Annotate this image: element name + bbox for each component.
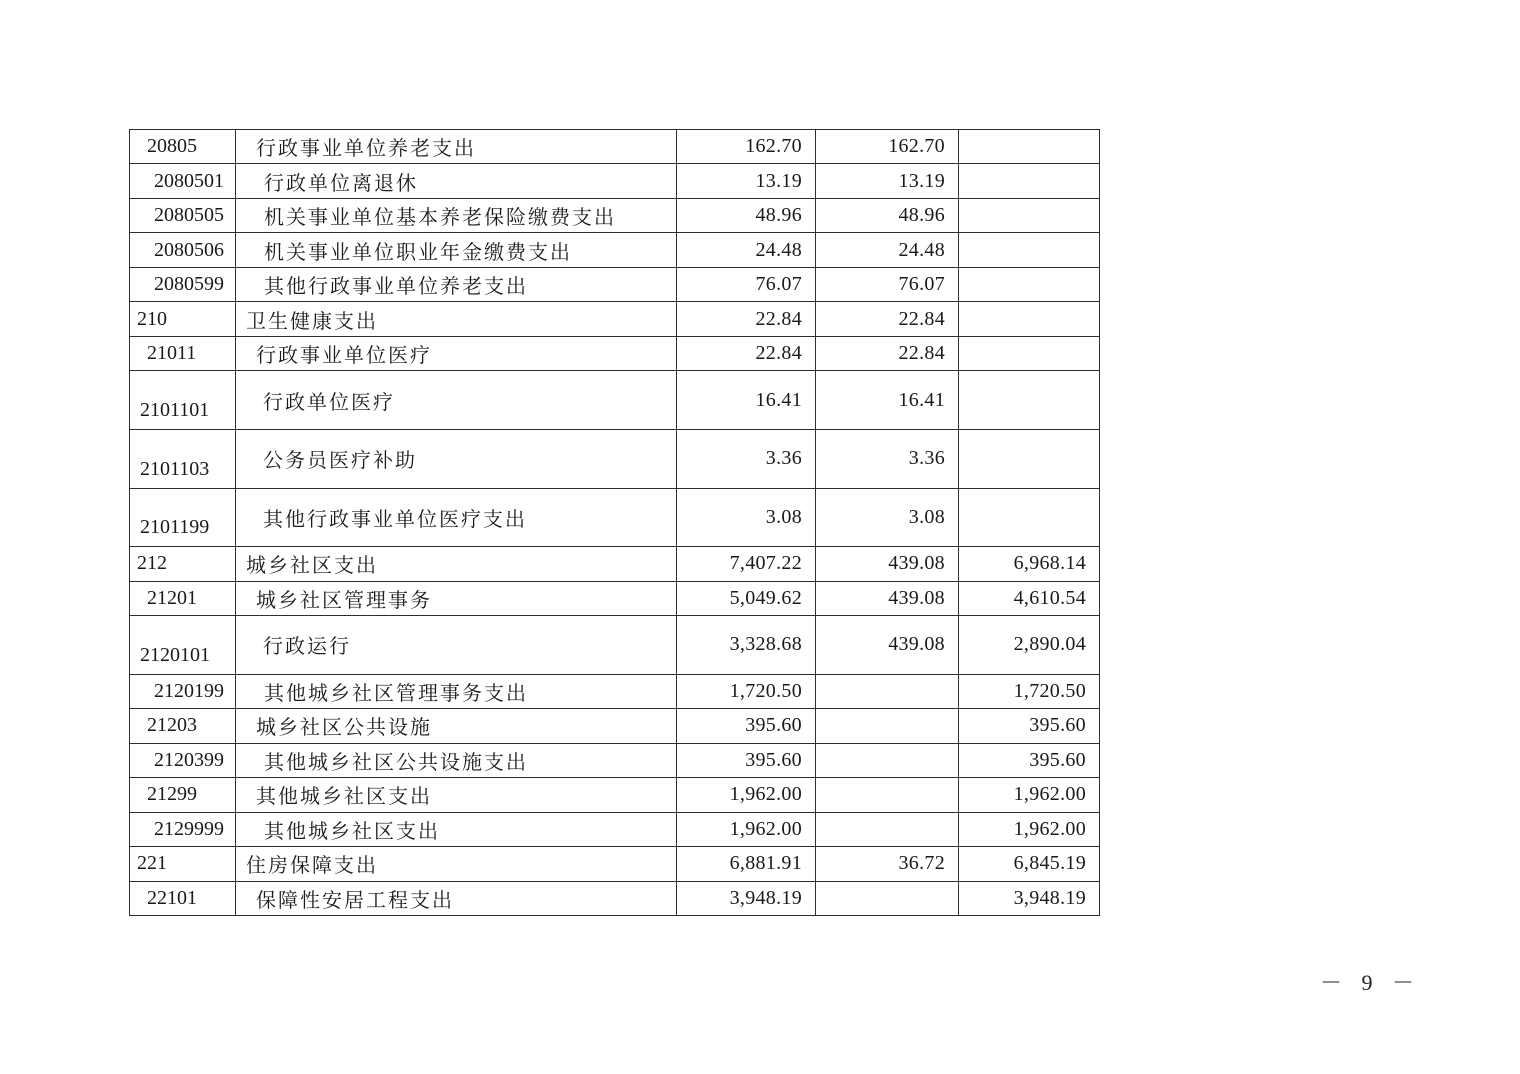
amount-cell-1: 24.48 bbox=[677, 233, 816, 266]
amount-cell-3 bbox=[959, 130, 1099, 163]
budget-code-cell: 2101101 bbox=[130, 371, 236, 429]
amount-cell-1: 22.84 bbox=[677, 302, 816, 335]
budget-code-cell: 2101103 bbox=[130, 430, 236, 488]
amount-cell-2: 3.36 bbox=[816, 430, 959, 488]
budget-item-name-cell: 行政单位医疗 bbox=[236, 371, 677, 429]
amount-cell-3 bbox=[959, 302, 1099, 335]
budget-code-cell: 21299 bbox=[130, 778, 236, 811]
table-row bbox=[130, 302, 1099, 336]
budget-code-cell: 2120399 bbox=[130, 744, 236, 777]
amount-cell-2: 3.08 bbox=[816, 489, 959, 547]
amount-cell-2: 22.84 bbox=[816, 337, 959, 370]
budget-code-cell: 2120199 bbox=[130, 675, 236, 708]
budget-item-name-cell: 行政事业单位医疗 bbox=[236, 337, 677, 370]
amount-cell-1: 76.07 bbox=[677, 268, 816, 301]
budget-item-name-cell: 其他城乡社区支出 bbox=[236, 778, 677, 811]
table-row bbox=[130, 337, 1099, 371]
amount-cell-1: 395.60 bbox=[677, 744, 816, 777]
budget-item-name-cell: 其他行政事业单位养老支出 bbox=[236, 268, 677, 301]
table-row bbox=[130, 778, 1099, 812]
amount-cell-2: 22.84 bbox=[816, 302, 959, 335]
budget-item-name-cell: 行政单位离退休 bbox=[236, 164, 677, 197]
budget-item-name-cell: 住房保障支出 bbox=[236, 847, 677, 880]
budget-item-name-cell: 公务员医疗补助 bbox=[236, 430, 677, 488]
table-row bbox=[130, 430, 1099, 489]
amount-cell-1: 7,407.22 bbox=[677, 547, 816, 580]
amount-cell-1: 3.36 bbox=[677, 430, 816, 488]
amount-cell-1: 395.60 bbox=[677, 709, 816, 742]
budget-item-name-cell: 保障性安居工程支出 bbox=[236, 882, 677, 915]
amount-cell-1: 16.41 bbox=[677, 371, 816, 429]
table-row bbox=[130, 130, 1099, 164]
budget-item-name-cell: 城乡社区公共设施 bbox=[236, 709, 677, 742]
budget-code-cell: 21201 bbox=[130, 582, 236, 615]
amount-cell-2 bbox=[816, 778, 959, 811]
budget-code-cell: 2129999 bbox=[130, 813, 236, 846]
budget-code-cell: 2080505 bbox=[130, 199, 236, 232]
table-row bbox=[130, 547, 1099, 581]
amount-cell-3: 2,890.04 bbox=[1013, 633, 1086, 656]
table-row bbox=[130, 371, 1099, 430]
amount-cell-2: 76.07 bbox=[816, 268, 959, 301]
budget-item-name-cell: 行政运行 bbox=[236, 616, 677, 674]
budget-item-name-cell: 机关事业单位基本养老保险缴费支出 bbox=[236, 199, 677, 232]
budget-item-name-cell: 行政事业单位养老支出 bbox=[236, 130, 677, 163]
amount-cell-3 bbox=[959, 164, 1099, 197]
amount-cell-1: 5,049.62 bbox=[677, 582, 816, 615]
amount-cell-1: 22.84 bbox=[677, 337, 816, 370]
amount-cell-2: 24.48 bbox=[816, 233, 959, 266]
amount-cell-2 bbox=[816, 882, 959, 915]
amount-cell-2: 16.41 bbox=[816, 371, 959, 429]
amount-cell-2: 439.08 bbox=[816, 582, 959, 615]
amount-cell-3 bbox=[959, 199, 1099, 232]
amount-cell-1: 1,720.50 bbox=[677, 675, 816, 708]
table-row bbox=[130, 813, 1099, 847]
amount-cell-3: 1,962.00 bbox=[1013, 817, 1086, 840]
amount-cell-3: 395.60 bbox=[1029, 748, 1086, 771]
amount-cell-1: 1,962.00 bbox=[677, 813, 816, 846]
table-row bbox=[130, 882, 1099, 915]
table-row bbox=[130, 616, 1099, 675]
amount-cell-2 bbox=[816, 709, 959, 742]
amount-cell-3: 6,845.19 bbox=[1013, 852, 1086, 875]
budget-code-cell: 21011 bbox=[130, 337, 236, 370]
table-row bbox=[130, 233, 1099, 267]
budget-item-name-cell: 城乡社区支出 bbox=[236, 547, 677, 580]
table-row bbox=[130, 847, 1099, 881]
table-row bbox=[130, 675, 1099, 709]
amount-cell-2 bbox=[816, 744, 959, 777]
amount-cell-2: 439.08 bbox=[816, 616, 959, 674]
budget-code-cell: 20805 bbox=[130, 130, 236, 163]
amount-cell-1: 48.96 bbox=[677, 199, 816, 232]
amount-cell-3 bbox=[959, 371, 1099, 429]
budget-code-cell: 221 bbox=[130, 847, 236, 880]
amount-cell-1: 1,962.00 bbox=[677, 778, 816, 811]
amount-cell-1: 3.08 bbox=[677, 489, 816, 547]
budget-item-name-cell: 其他行政事业单位医疗支出 bbox=[236, 489, 677, 547]
amount-cell-3: 395.60 bbox=[1029, 714, 1086, 737]
table-row bbox=[130, 744, 1099, 778]
budget-item-name-cell: 机关事业单位职业年金缴费支出 bbox=[236, 233, 677, 266]
budget-item-name-cell: 其他城乡社区支出 bbox=[236, 813, 677, 846]
amount-cell-2: 48.96 bbox=[816, 199, 959, 232]
table-row bbox=[130, 199, 1099, 233]
amount-cell-3 bbox=[959, 268, 1099, 301]
budget-code-cell: 2101199 bbox=[130, 489, 236, 547]
table-row bbox=[130, 489, 1099, 548]
amount-cell-2: 439.08 bbox=[816, 547, 959, 580]
budget-code-cell: 2080501 bbox=[130, 164, 236, 197]
amount-cell-3: 1,720.50 bbox=[1013, 679, 1086, 702]
budget-code-cell: 21203 bbox=[130, 709, 236, 742]
budget-code-cell: 22101 bbox=[130, 882, 236, 915]
amount-cell-1: 3,328.68 bbox=[677, 616, 816, 674]
budget-item-name-cell: 城乡社区管理事务 bbox=[236, 582, 677, 615]
amount-cell-3 bbox=[959, 489, 1099, 547]
budget-item-name-cell: 其他城乡社区公共设施支出 bbox=[236, 744, 677, 777]
amount-cell-3 bbox=[959, 233, 1099, 266]
table-row bbox=[130, 268, 1099, 302]
page-number: － 9 － bbox=[1320, 970, 1422, 995]
table-row bbox=[130, 164, 1099, 198]
amount-cell-2: 36.72 bbox=[816, 847, 959, 880]
budget-code-cell: 2080599 bbox=[130, 268, 236, 301]
amount-cell-2: 13.19 bbox=[816, 164, 959, 197]
amount-cell-1: 3,948.19 bbox=[677, 882, 816, 915]
amount-cell-3 bbox=[959, 337, 1099, 370]
amount-cell-3: 1,962.00 bbox=[1013, 783, 1086, 806]
budget-code-cell: 212 bbox=[130, 547, 236, 580]
budget-code-cell: 210 bbox=[130, 302, 236, 335]
amount-cell-3 bbox=[959, 430, 1099, 488]
budget-table bbox=[129, 129, 1100, 916]
table-row bbox=[130, 582, 1099, 616]
amount-cell-2: 162.70 bbox=[816, 130, 959, 163]
budget-item-name-cell: 其他城乡社区管理事务支出 bbox=[236, 675, 677, 708]
amount-cell-1: 13.19 bbox=[677, 164, 816, 197]
amount-cell-1: 6,881.91 bbox=[677, 847, 816, 880]
amount-cell-3: 4,610.54 bbox=[1013, 586, 1086, 609]
budget-item-name-cell: 卫生健康支出 bbox=[236, 302, 677, 335]
amount-cell-3: 3,948.19 bbox=[1013, 886, 1086, 909]
table-row bbox=[130, 709, 1099, 743]
amount-cell-2 bbox=[816, 675, 959, 708]
amount-cell-1: 162.70 bbox=[677, 130, 816, 163]
budget-code-cell: 2120101 bbox=[130, 616, 236, 674]
amount-cell-2 bbox=[816, 813, 959, 846]
budget-code-cell: 2080506 bbox=[130, 233, 236, 266]
amount-cell-3: 6,968.14 bbox=[1013, 552, 1086, 575]
